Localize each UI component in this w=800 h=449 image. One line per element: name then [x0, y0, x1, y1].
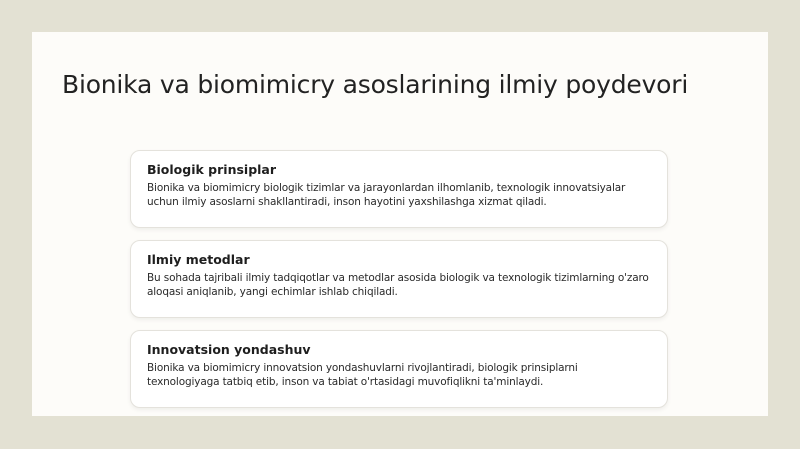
- card-biologik-prinsiplar: [130, 150, 668, 228]
- card-text: Bionika va biomimicry innovatsion yondashuvlarni rivojlantiradi, biologik prinsiplarni texnologiyaga tatbiq etib, inson va tabiat o'rtasidagi muvofiqlikni ta'minlaydi.: [147, 362, 578, 388]
- card-title: Ilmiy metodlar: [147, 252, 250, 267]
- card-title: Biologik prinsiplar: [147, 162, 277, 177]
- card-text: Bu sohada tajribali ilmiy tadqiqotlar va metodlar asosida biologik va texnologik tizimlarning o'zaro aloqasi aniqlanib, yangi echimlar ishlab chiqiladi.: [147, 272, 649, 298]
- card-title: Innovatsion yondashuv: [147, 342, 311, 357]
- card-innovatsion-yondashuv: [130, 330, 668, 408]
- slide-title: Bionika va biomimicry asoslarining ilmiy poydevori: [62, 70, 689, 99]
- slide: [32, 32, 768, 416]
- card-text: Bionika va biomimicry biologik tizimlar va jarayonlardan ilhomlanib, texnologik innovatsiyalar uchun ilmiy asoslarni shakllantiradi, inson hayotini yaxshilashga xizmat qiladi.: [147, 182, 626, 208]
- card-ilmiy-metodlar: [130, 240, 668, 318]
